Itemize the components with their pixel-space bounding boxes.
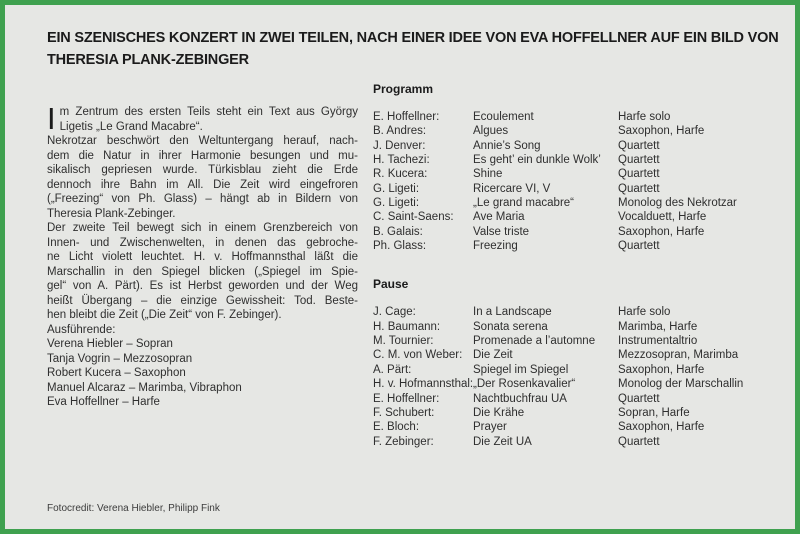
text-line: Der zweite Teil bewegt sich in einem Grenzbereich von	[47, 222, 358, 234]
scoring-cell: Quartett	[618, 240, 660, 253]
text-line: ne Licht violett leuchtet. H. v. Hoffmannsthal läßt die	[47, 251, 358, 263]
composer-cell: E. Bloch:	[373, 421, 420, 434]
scoring-cell: Quartett	[618, 182, 660, 195]
composer-cell: R. Kucera:	[373, 168, 428, 181]
scoring-cell: Quartett	[618, 435, 660, 448]
scoring-cell: Mezzosopran, Marimba	[618, 349, 739, 362]
scoring-cell: Quartett	[618, 392, 660, 405]
scoring-cell: Marimba, Harfe	[618, 320, 698, 333]
work-cell: Valse triste	[473, 225, 530, 238]
composer-cell: H. v. Hofmannsthal:	[373, 378, 474, 391]
first-part-paragraph	[47, 134, 358, 221]
text-line: („Freezing“ von Ph. Glass) – hängt ab in Bildern von	[47, 193, 358, 205]
text-line: Marschallin in den Spiegel blicken („Spiegel im Spie-	[47, 265, 358, 278]
intro-lines	[47, 101, 358, 136]
work-cell: Ave Maria	[473, 211, 525, 224]
program-table	[373, 110, 773, 253]
composer-cell: E. Hoffellner:	[373, 392, 440, 405]
composer-cell: B. Andres:	[373, 125, 427, 138]
performer-item: Manuel Alcaraz – Marimba, Vibraphon	[47, 381, 242, 394]
text-line: sikalisch gepriesen wurde. Türkisblau zieht die Erde	[47, 164, 358, 176]
scoring-cell: Saxophon, Harfe	[618, 421, 705, 434]
composer-cell: G. Ligeti:	[373, 182, 420, 195]
scoring-cell: Instrumentaltrio	[618, 335, 698, 348]
work-cell: Spiegel im Spiegel	[473, 363, 569, 376]
scoring-cell: Monolog des Nekrotzar	[618, 197, 737, 210]
composer-cell: J. Denver:	[373, 139, 426, 152]
pause-heading: Pause	[373, 277, 409, 292]
composer-cell: H. Tachezi:	[373, 154, 430, 167]
performer-item: Eva Hoffellner – Harfe	[47, 396, 160, 408]
work-cell: Promenade a l’automne	[473, 335, 596, 348]
second-part-paragraph	[47, 221, 358, 323]
composer-cell: A. Pärt:	[373, 363, 412, 376]
work-cell: Die Zeit UA	[473, 435, 532, 448]
scoring-cell: Harfe solo	[618, 111, 671, 123]
scoring-cell: Monolog der Marschallin	[618, 378, 744, 391]
work-cell: Prayer	[473, 421, 507, 434]
work-cell: Ricercare VI, V	[473, 182, 551, 195]
scoring-cell: Saxophon, Harfe	[618, 125, 705, 138]
composer-cell: C. M. von Weber:	[373, 349, 463, 362]
work-cell: Shine	[473, 168, 503, 181]
performer-item: Tanja Vogrin – Mezzosopran	[47, 352, 193, 365]
composer-cell: B. Galais:	[373, 225, 423, 238]
composer-cell: C. Saint-Saens:	[373, 211, 454, 224]
composer-cell: J. Cage:	[373, 306, 416, 319]
text-line: m Zentrum des ersten Teils steht ein Text aus György	[59, 106, 358, 118]
composer-cell: Ph. Glass:	[373, 240, 427, 253]
scoring-cell: Vocalduett, Harfe	[618, 211, 707, 224]
text-line: Theresia Plank-Zebinger.	[47, 207, 176, 220]
performers-block	[47, 323, 358, 410]
scoring-cell: Quartett	[618, 168, 660, 181]
work-cell: In a Landscape	[473, 306, 552, 319]
scoring-cell: Harfe solo	[618, 306, 671, 319]
program-heading: Programm	[373, 82, 434, 96]
scoring-cell: Quartett	[618, 154, 660, 167]
work-cell: Die Zeit	[473, 349, 513, 362]
work-cell: Nachtbuchfrau UA	[473, 392, 567, 405]
dropcap-letter: I	[47, 101, 56, 136]
scoring-cell: Saxophon, Harfe	[618, 363, 705, 376]
second-part-lines	[47, 221, 358, 323]
composer-cell: H. Baumann:	[373, 320, 441, 333]
page-title	[47, 27, 778, 71]
performer-item: Verena Hiebler – Sopran	[47, 338, 173, 350]
text-line: gel“ von A. Pärt). Es ist Herbst geworden und der Weg	[47, 280, 358, 292]
title-line: EIN SZENISCHES KONZERT IN ZWEI TEILEN, NACH EINER IDEE VON EVA HOFFELLNER AUF EIN BILD VON	[47, 30, 779, 46]
text-line: heißt Übergang – die einzige Gewissheit: Tod. Beste-	[47, 294, 358, 307]
performers-list	[47, 337, 358, 410]
composer-cell: E. Hoffellner:	[373, 111, 440, 123]
text-line: Nekrotzar beschwört den Weltuntergang herauf, nach-	[47, 135, 358, 147]
work-cell: Freezing	[473, 240, 518, 253]
work-cell: Die Krähe	[473, 406, 525, 419]
text-line: dem die Natur in ihrer Harmonie besungen und mu-	[47, 149, 358, 162]
work-cell: Es geht’ ein dunkle Wolk’	[473, 154, 601, 167]
description-column	[47, 101, 358, 410]
composer-cell: M. Tournier:	[373, 335, 434, 348]
work-cell: Sonata serena	[473, 320, 548, 333]
scoring-cell: Sopran, Harfe	[618, 406, 690, 419]
text-line: hen bleibt die Zeit („Die Zeit“ von F. Zebinger).	[47, 309, 282, 321]
scoring-cell: Saxophon, Harfe	[618, 225, 705, 238]
composer-cell: F. Schubert:	[373, 406, 435, 419]
work-cell: Ecoulement	[473, 111, 534, 123]
composer-cell: G. Ligeti:	[373, 197, 420, 210]
performer-item: Robert Kucera – Saxophon	[47, 367, 186, 379]
text-line: Innen- und Zwischenwelten, in denen das gebroche-	[47, 236, 358, 249]
text-line: dennoch ihre Bahn im All. Die Zeit wird eingefroren	[47, 178, 358, 191]
scoring-cell: Quartett	[618, 139, 660, 152]
work-cell: Annie’s Song	[473, 139, 541, 152]
composer-cell: F. Zebinger:	[373, 435, 434, 448]
photo-credit: Fotocredit: Verena Hiebler, Philipp Fink	[47, 503, 220, 514]
performers-heading: Ausführende:	[47, 323, 116, 336]
first-part-lines	[47, 134, 358, 221]
text-line: Ligetis „Le Grand Macabre“.	[59, 120, 203, 133]
work-cell: „Le grand macabre“	[473, 197, 574, 210]
work-cell: Algues	[473, 125, 509, 138]
title-line: THERESIA PLANK-ZEBINGER	[47, 52, 249, 68]
work-cell: „Der Rosenkavalier“	[473, 378, 576, 391]
program-column	[373, 82, 773, 449]
pause-table	[373, 305, 773, 448]
intro-paragraph	[47, 101, 358, 136]
